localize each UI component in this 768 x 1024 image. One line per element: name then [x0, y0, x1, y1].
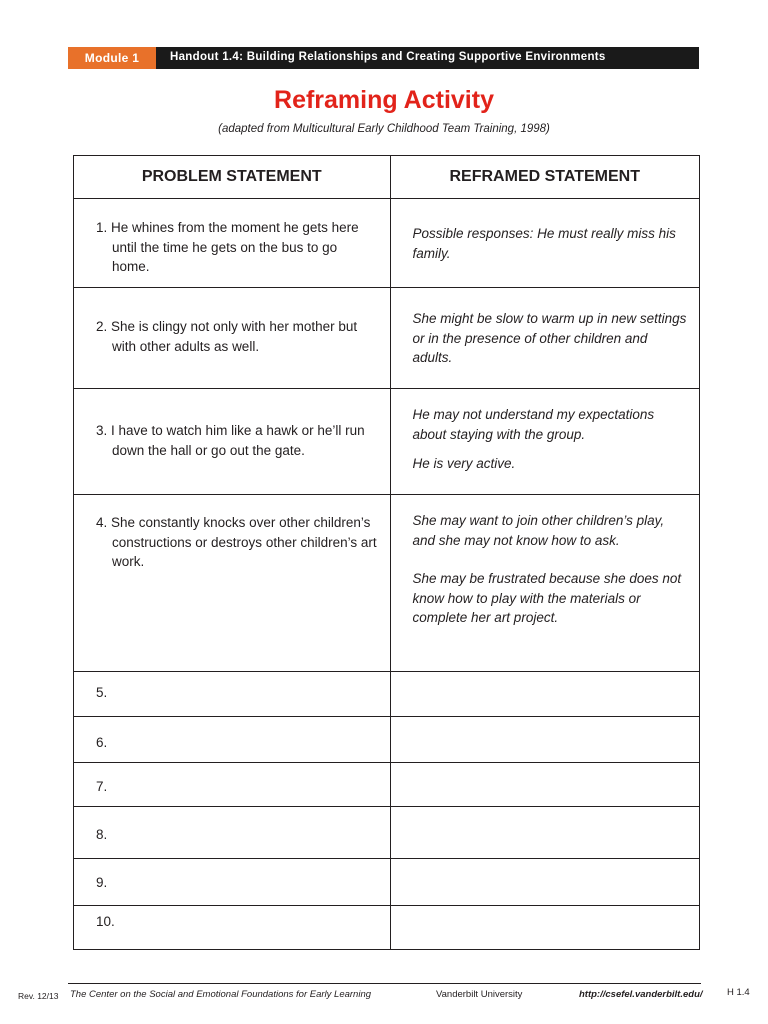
- blank-reframed-cell: [390, 763, 699, 807]
- reframed-line: Possible responses: He must really miss his family.: [412, 226, 676, 261]
- col-header-reframed: REFRAMED STATEMENT: [390, 156, 699, 199]
- problem-text: 1. He whines from the moment he gets here until the time he gets on the bus to go home.: [96, 220, 359, 274]
- reframed-cell: [390, 495, 699, 672]
- reframed-line: He may not understand my expectations about staying with the group.: [412, 407, 655, 442]
- table-row: [74, 288, 700, 389]
- problem-cell: [74, 495, 391, 672]
- reframed-line: She might be slow to warm up in new settings or in the presence of other children and adults.: [412, 311, 687, 365]
- table-row-blank: [74, 906, 700, 950]
- blank-reframed-cell: [390, 859, 699, 906]
- row-number: 9.: [96, 875, 108, 890]
- col-header-problem: PROBLEM STATEMENT: [74, 156, 391, 199]
- blank-problem-cell: [74, 717, 391, 763]
- row-number: 6.: [96, 735, 108, 750]
- reframed-line: She may be frustrated because she does not know how to play with the materials or complete her art project.: [412, 571, 682, 625]
- table-row: [74, 389, 700, 495]
- table-header-row: [74, 156, 700, 199]
- table-row-blank: [74, 763, 700, 807]
- table-row: [74, 199, 700, 288]
- table-row: [74, 495, 700, 672]
- blank-problem-cell: [74, 807, 391, 859]
- row-number: 8.: [96, 827, 108, 842]
- reframed-text: [391, 199, 699, 263]
- problem-cell: [74, 199, 391, 288]
- reframing-table: [73, 155, 700, 950]
- reframed-cell: [390, 288, 699, 389]
- problem-text: 3. I have to watch him like a hawk or he’ll run down the hall or go out the gate.: [96, 423, 365, 458]
- blank-problem-cell: [74, 672, 391, 717]
- table-row-blank: [74, 717, 700, 763]
- footer-divider: [68, 983, 701, 984]
- footer-url-link[interactable]: http://csefel.vanderbilt.edu/: [579, 989, 703, 1000]
- page-title: Reframing Activity: [274, 86, 494, 114]
- reframed-line: He is very active.: [412, 456, 516, 471]
- reframed-cell: [390, 199, 699, 288]
- table-row-blank: [74, 807, 700, 859]
- footer-university: Vanderbilt University: [436, 989, 523, 1000]
- blank-reframed-cell: [390, 717, 699, 763]
- footer-center-name: The Center on the Social and Emotional Foundations for Early Learning: [70, 989, 372, 1000]
- blank-problem-cell: [74, 763, 391, 807]
- footer-revision: Rev. 12/13: [18, 991, 59, 1001]
- problem-cell: [74, 288, 391, 389]
- blank-problem-cell: [74, 906, 391, 950]
- row-number: 7.: [96, 779, 108, 794]
- blank-reframed-cell: [390, 672, 699, 717]
- problem-text: 4. She constantly knocks over other children’s constructions or destroys other children’s art work.: [96, 515, 377, 569]
- reframed-text: [391, 389, 699, 474]
- table-row-blank: [74, 672, 700, 717]
- row-number: 5.: [96, 685, 108, 700]
- footer-page-code: H 1.4: [727, 987, 750, 998]
- handout-title: Handout 1.4: Building Relationships and Creating Supportive Environments: [170, 51, 606, 63]
- problem-text: 2. She is clingy not only with her mother but with other adults as well.: [96, 319, 358, 354]
- reframed-text: [391, 495, 699, 628]
- problem-cell: [74, 389, 391, 495]
- subtitle: (adapted from Multicultural Early Childhood Team Training, 1998): [218, 123, 550, 135]
- blank-problem-cell: [74, 859, 391, 906]
- reframed-text: [391, 288, 699, 368]
- reframed-cell: [390, 389, 699, 495]
- blank-reframed-cell: [390, 807, 699, 859]
- blank-reframed-cell: [390, 906, 699, 950]
- reframed-line: She may want to join other children’s play, and she may not know how to ask.: [412, 513, 665, 548]
- row-number: 10.: [96, 914, 115, 929]
- table-row-blank: [74, 859, 700, 906]
- module-tag: Module 1: [68, 47, 156, 69]
